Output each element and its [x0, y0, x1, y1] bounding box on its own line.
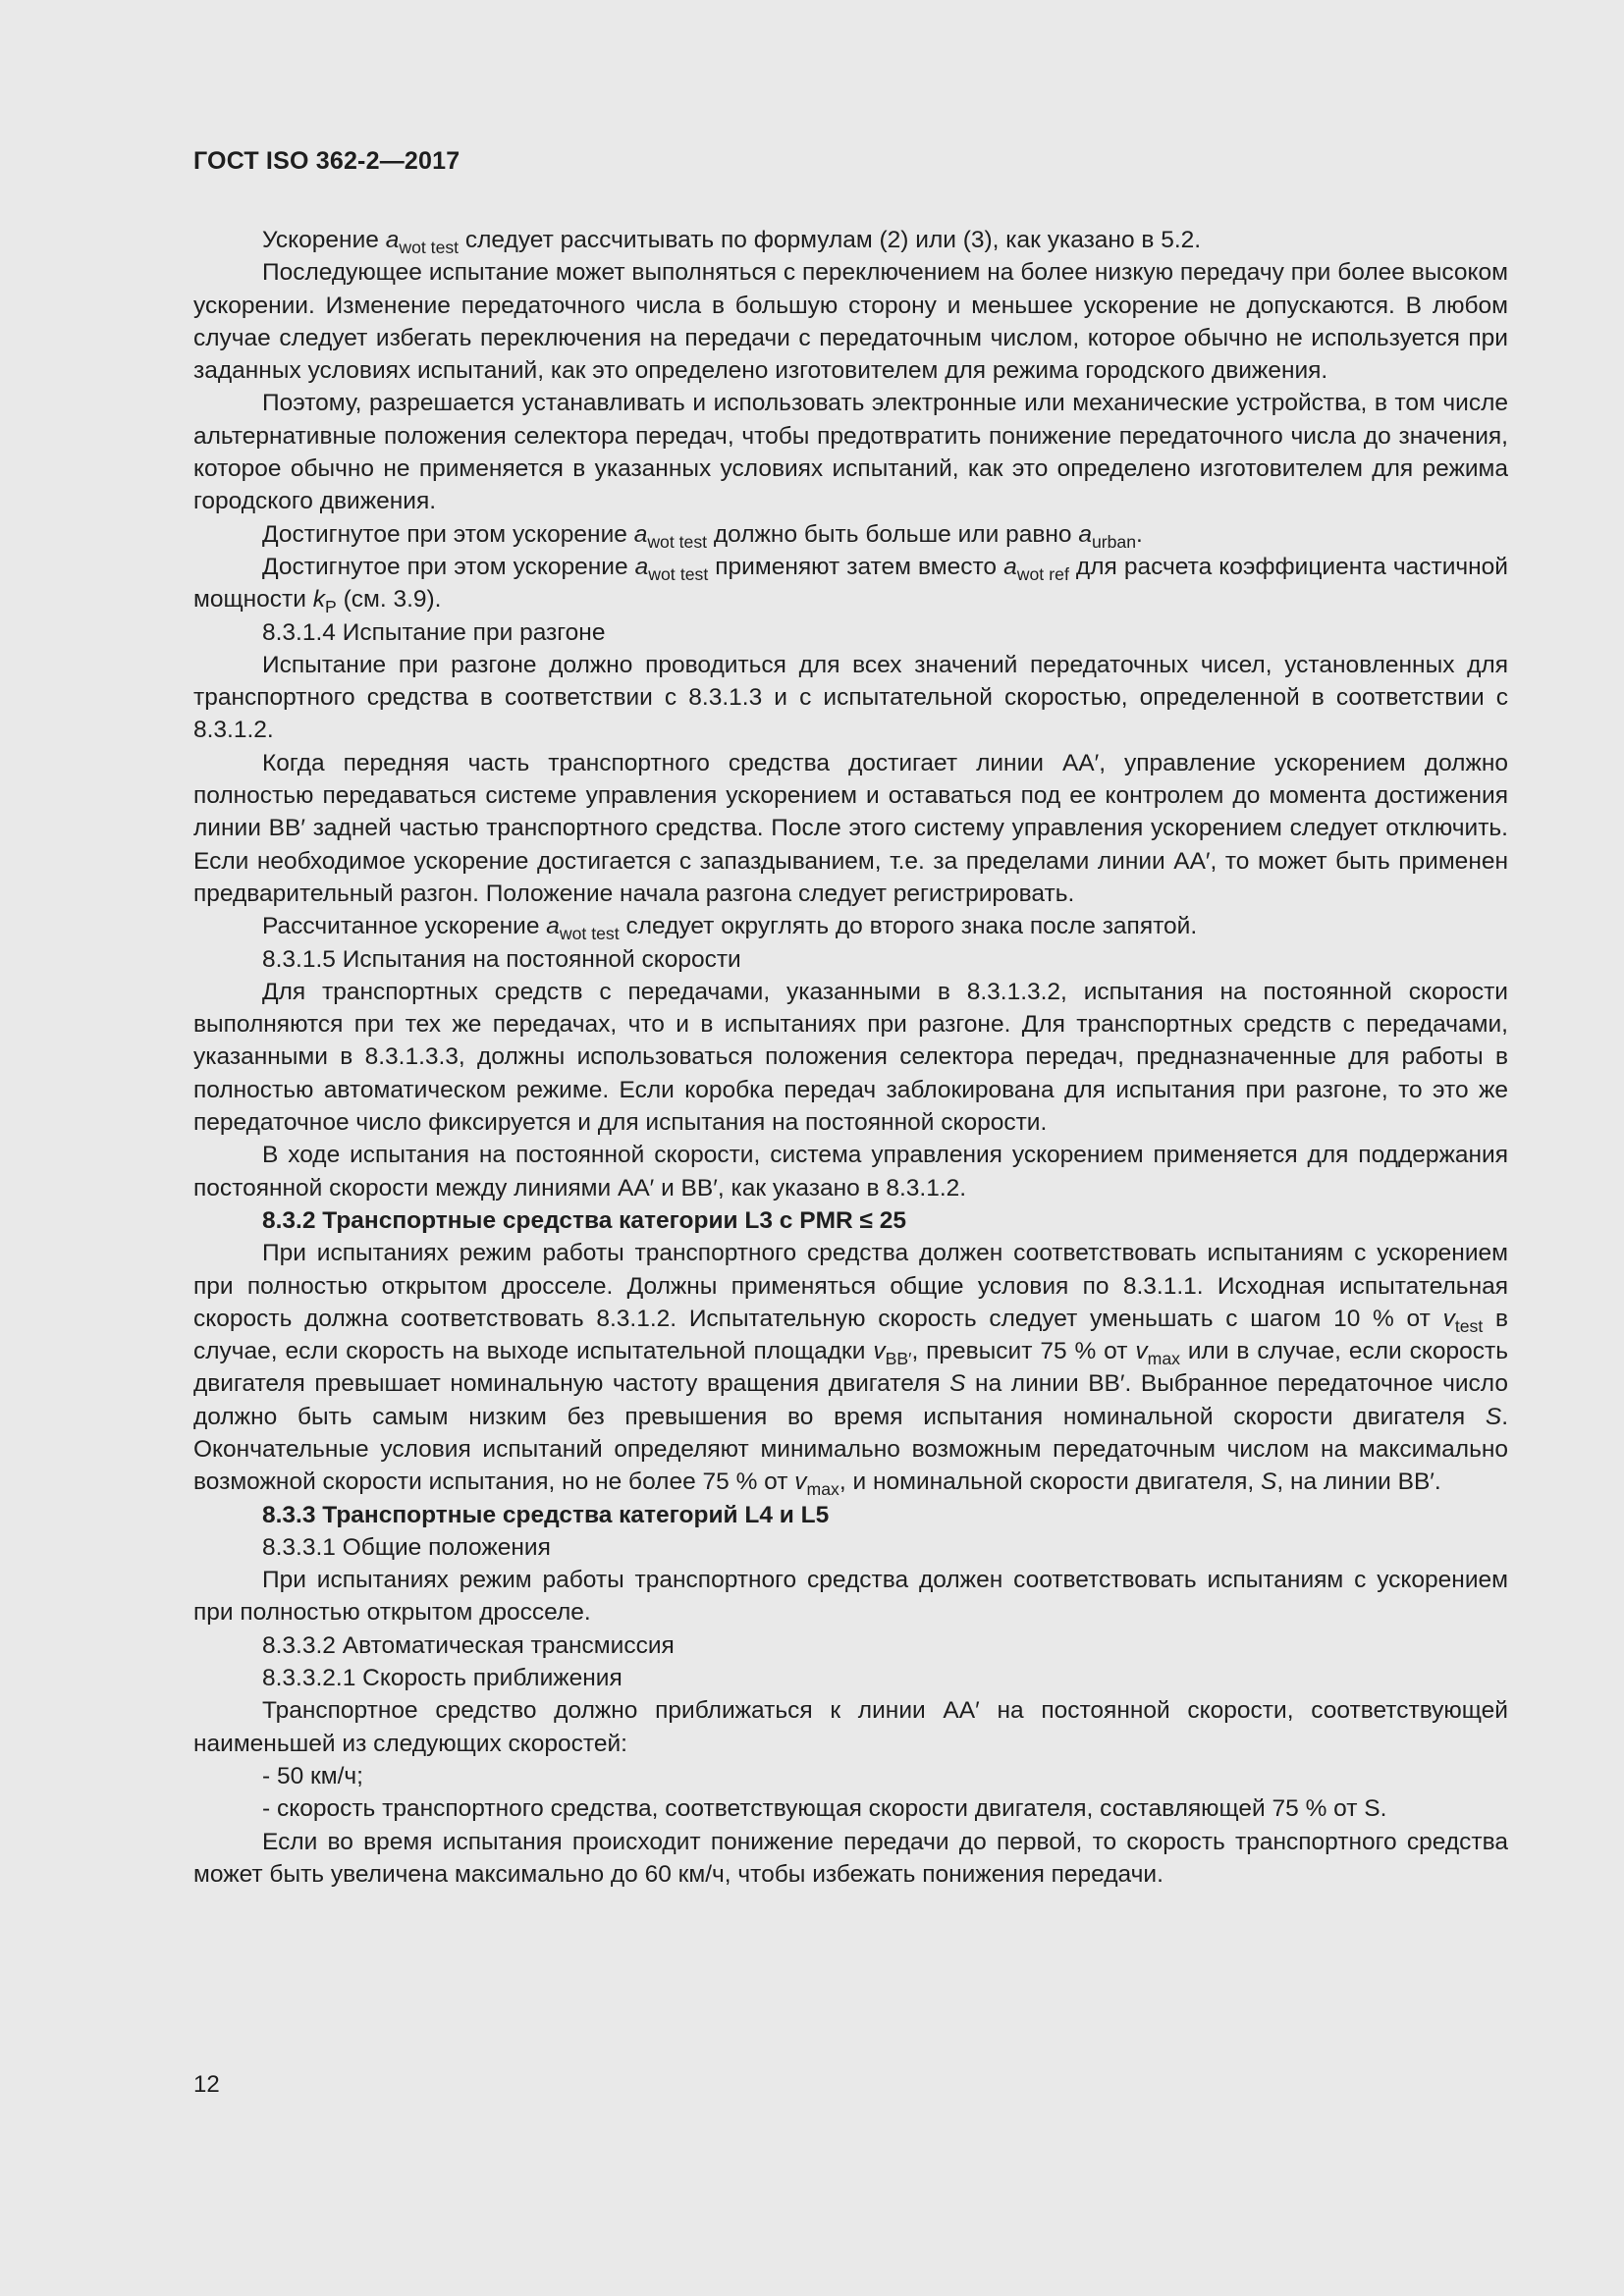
subsection-heading-8-3-1-4: 8.3.1.4 Испытание при разгоне	[262, 618, 606, 646]
list-item: - 50 км/ч;	[262, 1762, 363, 1789]
subsection-heading-8-3-3-1: 8.3.3.1 Общие положения	[262, 1533, 551, 1561]
paragraph: При испытаниях режим работы транспортного средства должен соответствовать испытаниям с ускорением при полностью открытом дросселе.	[193, 1567, 1508, 1627]
paragraph: При испытаниях режим работы транспортного средства должен соответствовать испытаниям с ускорением при полностью открытом дросселе. Должны применяться общие условия по 8.3.1.1. Исходная испытательная скорость должна соответствовать 8.3.1.2. Испытательную скорость следует уменьшать с шагом 10 % от $v_{test}$ в случае, если скорость на выходе испытательной площадки $v_{BB'}$, превысит 75 % от $v_{max}$ или в случае, если скорость двигателя превышает номинальную частоту вращения двигателя S на линии BB′. Выбранное передаточное число должно быть самым низким без превышения во время испытания номинальной скорости двигателя S. Окончательные условия испытаний определяют минимально возможным передаточным числом на максимально возможной скорости испытания, но не более 75 % от $v_{max}$, и номинальной скорости двигателя, S, на линии BB′.	[193, 1240, 1509, 1500]
subsection-heading-8-3-3-2-1: 8.3.3.2.1 Скорость приближения	[262, 1665, 623, 1692]
list-item: - скорость транспортного средства, соответствующая скорости двигателя, составляющей 75 % от S.	[262, 1795, 1387, 1823]
paragraph: Ускорение $a_{wot test}$ следует рассчитывать по формулам (2) или (3), как указано в 5.2.	[262, 227, 1202, 258]
paragraph: Последующее испытание может выполняться с переключением на более низкую передачу при более высоком ускорении. Изменение передаточного числа в большую сторону и меньшее ускорение не допускаются. В любом случае следует избегать переключения на передачи с передаточным числом, которое обычно не используется при заданных условиях испытаний, как это определено изготовителем для режима городского движения.	[193, 259, 1508, 385]
page-number: 12	[193, 2071, 220, 2098]
paragraph: В ходе испытания на постоянной скорости, система управления ускорением применяется для поддержания постоянной скорости между линиями AA′ и BB′, как указано в 8.3.1.2.	[193, 1142, 1508, 1201]
paragraph: Когда передняя часть транспортного средства достигает линии AA′, управление ускорением должно полностью передаваться системе управления ускорением и оставаться под ее контролем до момента достижения линии BB′ задней частью транспортного средства. После этого систему управления ускорением следует отключить. Если необходимое ускорение достигается с запаздыванием, т.е. за пределами линии AA′, то может быть применен предварительный разгон. Положение начала разгона следует регистрировать.	[193, 749, 1508, 907]
subsection-heading-8-3-1-5: 8.3.1.5 Испытания на постоянной скорости	[262, 945, 741, 973]
paragraph: Достигнутое при этом ускорение $a_{wot test}$ применяют затем вместо $a_{wot ref}$ для расчета коэффициента частичной мощности $k_P$ (см. 3.9).	[193, 553, 1508, 617]
paragraph: Достигнутое при этом ускорение $a_{wot test}$ должно быть больше или равно $a_{urban}$.	[262, 520, 1143, 552]
paragraph: Рассчитанное ускорение $a_{wot test}$ следует округлять до второго знака после запятой.	[262, 913, 1198, 944]
paragraph: Если во время испытания происходит понижение передачи до первой, то скорость транспортного средства может быть увеличена максимально до 60 км/ч, чтобы избежать понижения передачи.	[193, 1828, 1508, 1888]
paragraph: Поэтому, разрешается устанавливать и использовать электронные или механические устройства, в том числе альтернативные положения селектора передач, чтобы предотвратить понижение передаточного числа до значения, которое обычно не применяется в указанных условиях испытаний, как это определено изготовителем для режима городского движения.	[193, 390, 1508, 515]
subsection-heading-8-3-3-2: 8.3.3.2 Автоматическая трансмиссия	[262, 1631, 675, 1659]
document-body	[193, 224, 1508, 1891]
section-heading-8-3-2: 8.3.2 Транспортные средства категории L3 с PMR ≤ 25	[262, 1206, 906, 1234]
running-header: ГОСТ ISO 362-2—2017	[193, 147, 460, 175]
paragraph: Испытание при разгоне должно проводиться для всех значений передаточных чисел, установленных для транспортного средства в соответствии с 8.3.1.3 и с испытательной скоростью, определенной в соответствии с 8.3.1.2.	[193, 651, 1508, 744]
paragraph: Транспортное средство должно приближаться к линии AA′ на постоянной скорости, соответствующей наименьшей из следующих скоростей:	[193, 1697, 1508, 1757]
paragraph: Для транспортных средств с передачами, указанными в 8.3.1.3.2, испытания на постоянной скорости выполняются при тех же передачах, что и в испытаниях при разгоне. Для транспортных средств с передачами, указанными в 8.3.1.3.3, должны использоваться положения селектора передач, предназначенные для работы в полностью автоматическом режиме. Если коробка передач заблокирована для испытания при разгоне, то это же передаточное число фиксируется и для испытания на постоянной скорости.	[193, 978, 1508, 1137]
section-heading-8-3-3: 8.3.3 Транспортные средства категорий L4 и L5	[262, 1501, 830, 1528]
